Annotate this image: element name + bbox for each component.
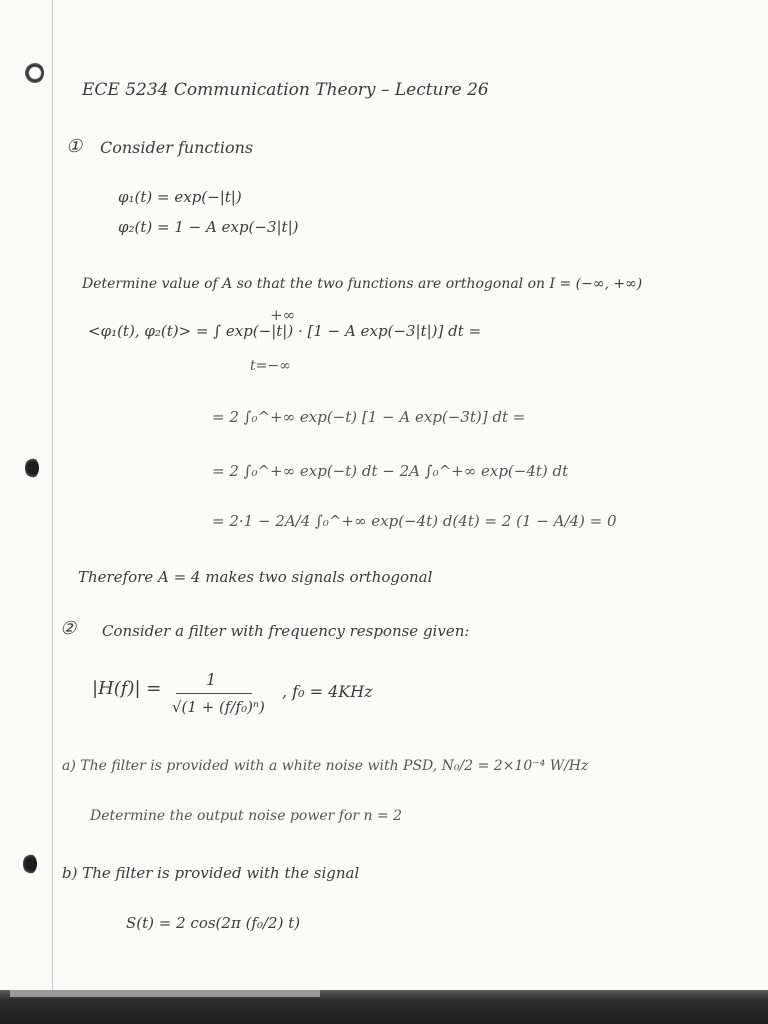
part-b-statement: b) The filter is provided with the signal [62, 864, 360, 882]
problem-1-number: ① [66, 136, 83, 157]
frequency-response-denominator: √(1 + (f/f₀)ⁿ) [172, 698, 265, 716]
cutoff-frequency: , f₀ = 4KHz [282, 682, 373, 701]
scan-bottom-edge [0, 990, 768, 1024]
problem-1-intro: Consider functions [100, 138, 254, 157]
part-b-signal: S(t) = 2 cos(2π (f₀/2) t) [126, 914, 301, 932]
problem-2-number: ② [60, 618, 77, 639]
fraction-bar [176, 693, 252, 694]
equation-step-3: = 2 ∫₀^+∞ exp(−t) dt − 2A ∫₀^+∞ exp(−4t) dt [212, 462, 569, 480]
frequency-response-lhs: |H(f)| = [92, 678, 162, 699]
margin-line [52, 0, 53, 1000]
scan-edge-highlight [10, 990, 320, 997]
page-title: ECE 5234 Communication Theory – Lecture 26 [82, 80, 489, 100]
function-phi1: φ₁(t) = exp(−|t|) [118, 188, 242, 206]
frequency-response-numerator: 1 [206, 670, 217, 689]
punch-hole-bottom [23, 854, 37, 874]
part-a-task: Determine the output noise power for n = 2 [90, 808, 403, 824]
equation-step-4: = 2·1 − 2A/4 ∫₀^+∞ exp(−4t) d(4t) = 2 (1 − A/4) = 0 [212, 512, 617, 530]
punch-hole-middle [25, 458, 39, 478]
problem-1-conclusion: Therefore A = 4 makes two signals orthogonal [78, 568, 433, 586]
part-a-statement: a) The filter is provided with a white noise with PSD, N₀/2 = 2×10⁻⁴ W/Hz [62, 758, 589, 774]
punch-hole-top [24, 62, 44, 84]
integral-upper-limit: +∞ [270, 306, 296, 324]
integral-lower-limit: t=−∞ [250, 358, 291, 374]
equation-step-2: = 2 ∫₀^+∞ exp(−t) [1 − A exp(−3t)] dt = [212, 408, 526, 426]
orthogonality-task: Determine value of A so that the two functions are orthogonal on I = (−∞, +∞) [82, 276, 643, 292]
function-phi2: φ₂(t) = 1 − A exp(−3|t|) [118, 218, 299, 236]
problem-2-intro: Consider a filter with frequency response given: [102, 622, 470, 640]
inner-product-equation: <φ₁(t), φ₂(t)> = ∫ exp(−|t|) · [1 − A exp(−3|t|)] dt = [88, 322, 482, 340]
